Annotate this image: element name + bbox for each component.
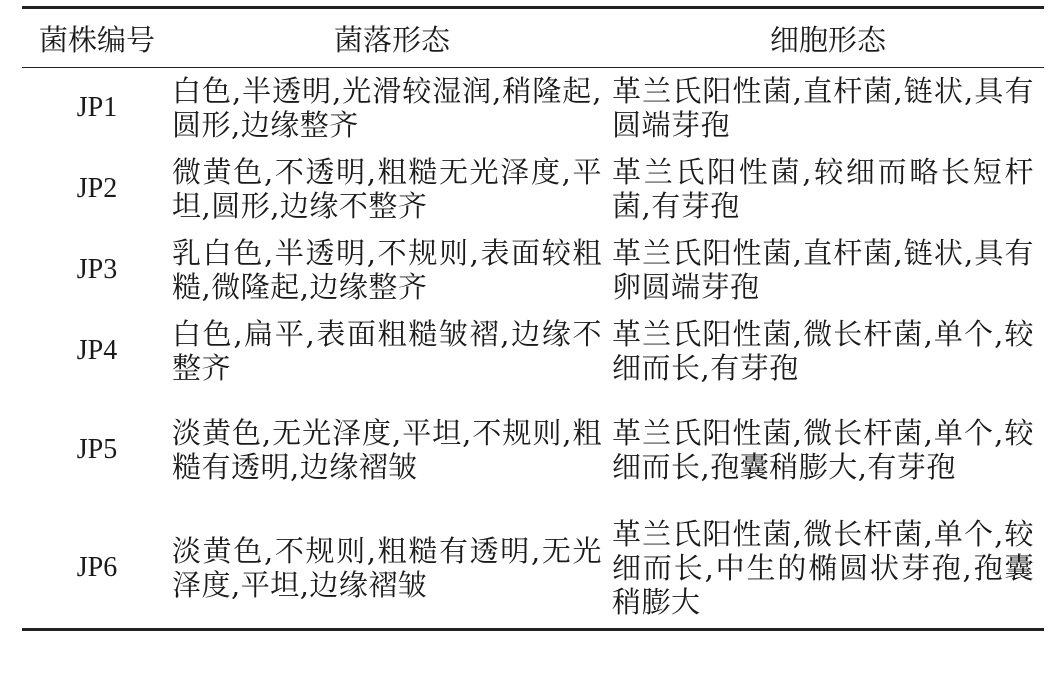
strain-id-cell: JP3 (76, 254, 118, 285)
header-row (22, 8, 1044, 68)
table-header (22, 8, 1044, 68)
header-cell-morphology: 细胞形态 (612, 8, 1044, 68)
cell-morphology-cell: 革兰氏阳性菌,直杆菌,链状,具有卵圆端芽孢 (612, 236, 1034, 304)
colony-morphology-cell: 白色,扁平,表面粗糙皱褶,边缘不整齐 (172, 317, 602, 385)
header-strain-id: 菌株编号 (22, 8, 172, 68)
strain-morphology-table (22, 6, 1044, 631)
table-row (22, 509, 1044, 630)
strain-id-cell: JP1 (76, 92, 118, 123)
colony-morphology-cell: 乳白色,半透明,不规则,表面较粗糙,微隆起,边缘整齐 (172, 236, 602, 304)
table-row (22, 311, 1044, 392)
cell-morphology-cell: 革兰氏阳性菌,微长杆菌,单个,较细而长,孢囊稍膨大,有芽孢 (612, 416, 1034, 484)
table-row (22, 392, 1044, 509)
table-row (22, 68, 1044, 150)
colony-morphology-cell: 微黄色,不透明,粗糙无光泽度,平坦,圆形,边缘不整齐 (172, 155, 602, 223)
strain-id-cell: JP5 (76, 434, 118, 465)
table-row (22, 230, 1044, 311)
colony-morphology-cell: 白色,半透明,光滑较湿润,稍隆起,圆形,边缘整齐 (172, 74, 602, 142)
header-colony-morphology: 菌落形态 (172, 8, 612, 68)
cell-morphology-cell: 革兰氏阳性菌,较细而略长短杆菌,有芽孢 (612, 155, 1034, 223)
cell-morphology-cell: 革兰氏阳性菌,直杆菌,链状,具有圆端芽孢 (612, 74, 1034, 142)
cell-morphology-cell: 革兰氏阳性菌,微长杆菌,单个,较细而长,有芽孢 (612, 317, 1034, 385)
colony-morphology-cell: 淡黄色,不规则,粗糙有透明,无光泽度,平坦,边缘褶皱 (172, 509, 612, 630)
strain-id-cell: JP6 (22, 509, 172, 630)
strain-morphology-table-container (22, 6, 1044, 631)
table-row (22, 149, 1044, 230)
strain-id-cell: JP4 (76, 335, 118, 366)
colony-morphology-cell: 淡黄色,无光泽度,平坦,不规则,粗糙有透明,边缘褶皱 (172, 416, 602, 484)
cell-morphology-cell: 革兰氏阳性菌,微长杆菌,单个,较细而长,中生的椭圆状芽孢,孢囊稍膨大 (612, 509, 1044, 630)
strain-id-cell: JP2 (76, 173, 118, 204)
table-body (22, 68, 1044, 630)
